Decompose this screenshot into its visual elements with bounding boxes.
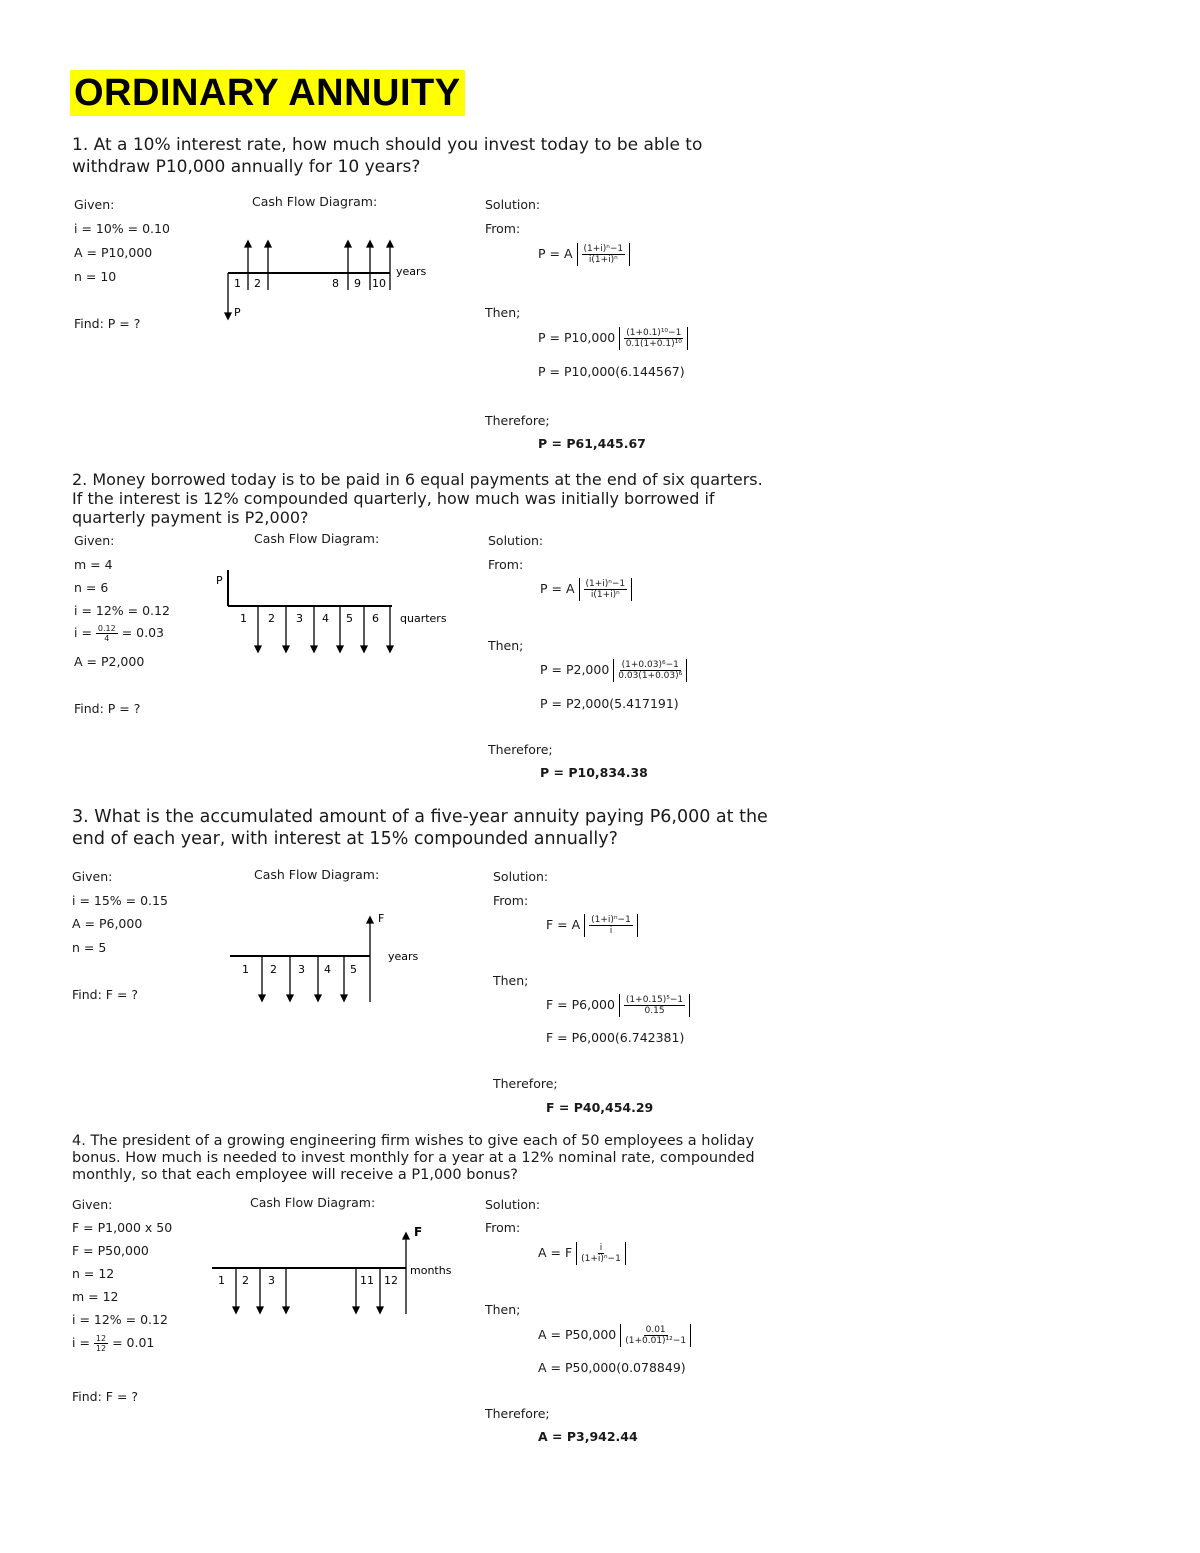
p4-then-lhs: A = P50,000: [538, 1327, 617, 1342]
p2-given-i-frac: [74, 624, 164, 643]
p2-then-den: 0.03(1+0.03)⁶: [618, 671, 683, 681]
p4-from-label: From:: [485, 1220, 521, 1235]
p4-tick-11: 11: [360, 1274, 374, 1287]
p4-given-m: m = 12: [72, 1289, 119, 1304]
p4-cfd-label: Cash Flow Diagram:: [250, 1195, 376, 1210]
p4-i-rhs: = 0.01: [112, 1335, 155, 1350]
p3-tick-4: 4: [324, 963, 331, 976]
p3-given-a: A = P6,000: [72, 916, 143, 931]
p1-therefore-label: Therefore;: [485, 413, 550, 428]
p4-then2: A = P50,000(0.078849): [538, 1360, 686, 1375]
p3-formula: [546, 914, 638, 937]
p4-formula-num: i: [599, 1243, 603, 1253]
problem-1-question: 1. At a 10% interest rate, how much should you invest today to be able to withdraw P10,000 annually for 10 years?: [72, 135, 703, 177]
p3-tick-3: 3: [298, 963, 305, 976]
p2-then-formula: [540, 659, 687, 682]
p2-formula-lhs: P = A: [540, 581, 575, 596]
p2-therefore-label: Therefore;: [488, 742, 553, 757]
p4-formula-lhs: A = F: [538, 1245, 573, 1260]
p2-cash-flow-diagram: [212, 566, 462, 658]
p3-cash-flow-diagram: [222, 906, 442, 1006]
p2-tick-4: 4: [322, 612, 329, 625]
p4-find: Find: F = ?: [72, 1389, 139, 1404]
p1-then-num: (1+0.1)¹⁰−1: [626, 328, 682, 338]
p2-then2: P = P2,000(5.417191): [540, 696, 679, 711]
p4-tick-12: 12: [384, 1274, 398, 1287]
p1-unit: years: [396, 265, 427, 278]
p4-formula-den: (1+i)ⁿ−1: [581, 1254, 621, 1264]
p4-i-num: 12: [95, 1334, 107, 1343]
p2-given-label: Given:: [74, 533, 115, 548]
p4-tick-2: 2: [242, 1274, 249, 1287]
p3-then-lhs: F = P6,000: [546, 997, 615, 1012]
p2-given-n: n = 6: [74, 580, 109, 595]
p1-formula-den: i(1+i)ⁿ: [588, 255, 618, 265]
p2-from-label: From:: [488, 557, 524, 572]
p4-solution-label: Solution:: [485, 1197, 541, 1212]
p2-tick-6: 6: [372, 612, 379, 625]
p4-formula: [538, 1242, 626, 1265]
p3-formula-den: i: [609, 926, 613, 936]
p1-then-formula: [538, 327, 688, 350]
p4-answer: A = P3,942.44: [538, 1429, 638, 1444]
p3-tick-5: 5: [350, 963, 357, 976]
p2-given-a: A = P2,000: [74, 654, 145, 669]
p3-cfd-label: Cash Flow Diagram:: [254, 867, 380, 882]
p2-formula: [540, 578, 632, 601]
p4-tick-1: 1: [218, 1274, 225, 1287]
problem-2-question: 2. Money borrowed today is to be paid in 6 equal payments at the end of six quarters. If the interest is 12% compounded quarterly, how much was initially borrowed if quarterly payment is P2,000?: [72, 470, 763, 527]
p2-tick-3: 3: [296, 612, 303, 625]
p2-i-rhs: = 0.03: [121, 625, 164, 640]
p3-given-n: n = 5: [72, 940, 107, 955]
p4-given-i-frac: [72, 1334, 154, 1353]
p4-then-formula: [538, 1324, 691, 1347]
p4-then-num: 0.01: [645, 1325, 666, 1335]
p1-given-label: Given:: [74, 197, 115, 212]
p1-given-n: n = 10: [74, 269, 117, 284]
p3-tick-2: 2: [270, 963, 277, 976]
p4-therefore-label: Therefore;: [485, 1406, 550, 1421]
p1-tick-2: 2: [254, 277, 261, 290]
p4-given-i: i = 12% = 0.12: [72, 1312, 168, 1327]
p1-from-label: From:: [485, 221, 521, 236]
p1-cash-flow-diagram: [220, 238, 450, 328]
p2-i-lhs: i =: [74, 625, 92, 640]
problem-3-question: 3. What is the accumulated amount of a five-year annuity paying P6,000 at the end of each year, with interest at 15% compounded annually?: [72, 807, 768, 849]
problem-4-question: 4. The president of a growing engineering firm wishes to give each of 50 employees a holiday bonus. How much is needed to invest monthly for a year at a 12% nominal rate, compounded monthly, so that each employee will receive a P1,000 bonus?: [72, 1133, 755, 1183]
p1-tick-1: 1: [234, 277, 241, 290]
p3-f-label: F: [378, 912, 385, 925]
p3-then-formula: [546, 994, 690, 1017]
p1-then-label: Then;: [485, 305, 521, 320]
p2-formula-num: (1+i)ⁿ−1: [585, 579, 626, 589]
p2-given-m: m = 4: [74, 557, 113, 572]
p3-answer: F = P40,454.29: [546, 1100, 654, 1115]
p4-given-f2: F = P50,000: [72, 1243, 149, 1258]
p2-p-label: P: [216, 574, 223, 587]
p2-find: Find: P = ?: [74, 701, 141, 716]
p2-given-i: i = 12% = 0.12: [74, 603, 170, 618]
p3-given-label: Given:: [72, 869, 113, 884]
p4-i-lhs: i =: [72, 1335, 90, 1350]
p3-unit: years: [388, 950, 419, 963]
p4-tick-3: 3: [268, 1274, 275, 1287]
p4-cash-flow-diagram: [206, 1222, 466, 1322]
p1-given-a: A = P10,000: [74, 245, 153, 260]
p2-tick-5: 5: [346, 612, 353, 625]
p4-given-n: n = 12: [72, 1266, 115, 1281]
p2-then-label: Then;: [488, 638, 524, 653]
p3-then-den: 0.15: [644, 1006, 665, 1016]
p1-tick-8: 8: [332, 277, 339, 290]
p2-then-num: (1+0.03)⁶−1: [621, 660, 679, 670]
p1-tick-10: 10: [372, 277, 386, 290]
p1-tick-9: 9: [354, 277, 361, 290]
p1-formula-lhs: P = A: [538, 246, 573, 261]
p1-formula: [538, 243, 630, 266]
p1-given-i: i = 10% = 0.10: [74, 221, 170, 236]
p3-tick-1: 1: [242, 963, 249, 976]
p3-then-label: Then;: [493, 973, 529, 988]
p4-i-den: 12: [95, 1344, 107, 1353]
p3-solution-label: Solution:: [493, 869, 549, 884]
p2-i-den: 4: [104, 634, 110, 643]
p2-answer: P = P10,834.38: [540, 765, 648, 780]
p3-from-label: From:: [493, 893, 529, 908]
p3-formula-num: (1+i)ⁿ−1: [591, 915, 631, 925]
p1-then-lhs: P = P10,000: [538, 330, 616, 345]
page-title: ORDINARY ANNUITY: [70, 70, 465, 116]
p3-then-num: (1+0.15)⁵−1: [625, 995, 684, 1005]
p2-cfd-label: Cash Flow Diagram:: [254, 531, 380, 546]
p1-solution-label: Solution:: [485, 197, 541, 212]
p2-formula-den: i(1+i)ⁿ: [590, 590, 620, 600]
p4-unit: months: [410, 1264, 452, 1277]
p1-formula-num: (1+i)ⁿ−1: [583, 244, 624, 254]
p2-unit: quarters: [400, 612, 447, 625]
p1-p-label: P: [234, 306, 241, 319]
p3-therefore-label: Therefore;: [493, 1076, 558, 1091]
p2-i-num: 0.12: [97, 624, 116, 633]
p2-solution-label: Solution:: [488, 533, 544, 548]
p3-given-i: i = 15% = 0.15: [72, 893, 168, 908]
p4-then-den: (1+0.01)¹²−1: [625, 1336, 687, 1346]
p1-find: Find: P = ?: [74, 316, 141, 331]
p2-then-lhs: P = P2,000: [540, 662, 610, 677]
p4-given-label: Given:: [72, 1197, 113, 1212]
p2-tick-2: 2: [268, 612, 275, 625]
p1-cfd-label: Cash Flow Diagram:: [252, 194, 378, 209]
p3-formula-lhs: F = A: [546, 917, 581, 932]
p3-find: Find: F = ?: [72, 987, 139, 1002]
p4-then-label: Then;: [485, 1302, 521, 1317]
p1-answer: P = P61,445.67: [538, 436, 646, 451]
p2-tick-1: 1: [240, 612, 247, 625]
p1-then-den: 0.1(1+0.1)¹⁰: [625, 339, 682, 349]
p4-given-f1: F = P1,000 x 50: [72, 1220, 173, 1235]
p3-then2: F = P6,000(6.742381): [546, 1030, 685, 1045]
p1-then2: P = P10,000(6.144567): [538, 364, 685, 379]
p4-f-label: F: [414, 1225, 423, 1239]
